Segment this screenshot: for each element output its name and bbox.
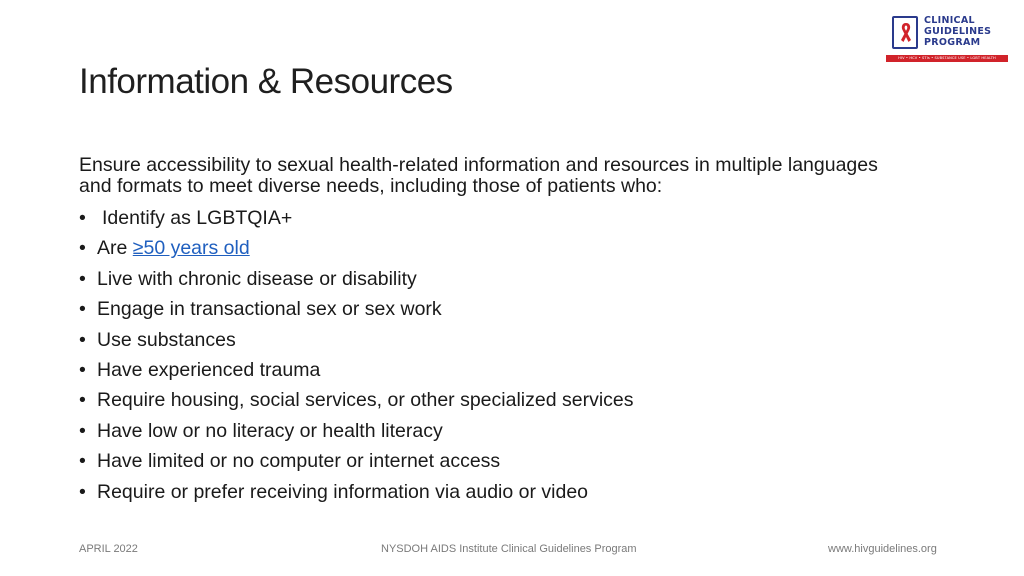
bullet-text: Live with chronic disease or disability — [97, 267, 417, 290]
bullet-marker: • — [79, 389, 86, 412]
logo-line-3: PROGRAM — [924, 37, 981, 48]
slide-title: Information & Resources — [79, 62, 453, 101]
bullet-marker: • — [79, 450, 86, 473]
bullet-text: Have experienced trauma — [97, 358, 321, 381]
list-item — [79, 325, 634, 355]
list-item — [79, 355, 634, 385]
bullet-text: Have limited or no computer or internet access — [97, 450, 501, 473]
bullet-list — [79, 203, 634, 507]
footer-url: www.hivguidelines.org — [828, 543, 937, 555]
clinical-guidelines-program-logo — [886, 13, 1008, 63]
logo-emblem — [892, 16, 918, 49]
bullet-marker: • — [79, 207, 86, 229]
bullet-marker: • — [79, 298, 86, 321]
bullet-marker: • — [79, 358, 86, 381]
list-item — [79, 385, 634, 415]
bullet-text: Use substances — [97, 328, 236, 351]
list-item — [79, 203, 634, 233]
list-item — [79, 294, 634, 324]
bullet-text: Identify as LGBTQIA+ — [102, 207, 293, 229]
footer-organization: NYSDOH AIDS Institute Clinical Guidelines Program — [381, 543, 637, 555]
red-ribbon-icon — [897, 21, 915, 46]
bullet-text: Have low or no literacy or health literacy — [97, 419, 443, 442]
footer-date: APRIL 2022 — [79, 543, 138, 555]
logo-wordmark — [924, 15, 991, 48]
logo-line-2: GUIDELINES — [924, 26, 992, 37]
list-item — [79, 446, 634, 476]
bullet-marker: • — [79, 419, 86, 442]
logo-line-1: CLINICAL — [924, 15, 975, 26]
list-item — [79, 416, 634, 446]
bullet-marker: • — [79, 328, 86, 351]
bullet-text: Engage in transactional sex or sex work — [97, 298, 442, 321]
bullet-text-prefix: Are — [97, 237, 133, 260]
age-50-link[interactable]: ≥50 years old — [132, 237, 250, 260]
bullet-marker: • — [79, 480, 86, 503]
bullet-marker: • — [79, 267, 86, 290]
bullet-text: Require or prefer receiving information via audio or video — [97, 480, 589, 503]
intro-paragraph: Ensure accessibility to sexual health-related information and resources in multiple languages and formats to meet diverse needs, including those of patients who: — [79, 154, 878, 197]
list-item — [79, 264, 634, 294]
list-item — [79, 477, 634, 507]
logo-tagline: HIV • HCV • STIs • SUBSTANCE USE • LGBT HEALTH — [886, 55, 1008, 62]
bullet-text: Require housing, social services, or other specialized services — [97, 389, 634, 412]
list-item — [79, 233, 634, 263]
bullet-marker: • — [79, 237, 86, 260]
